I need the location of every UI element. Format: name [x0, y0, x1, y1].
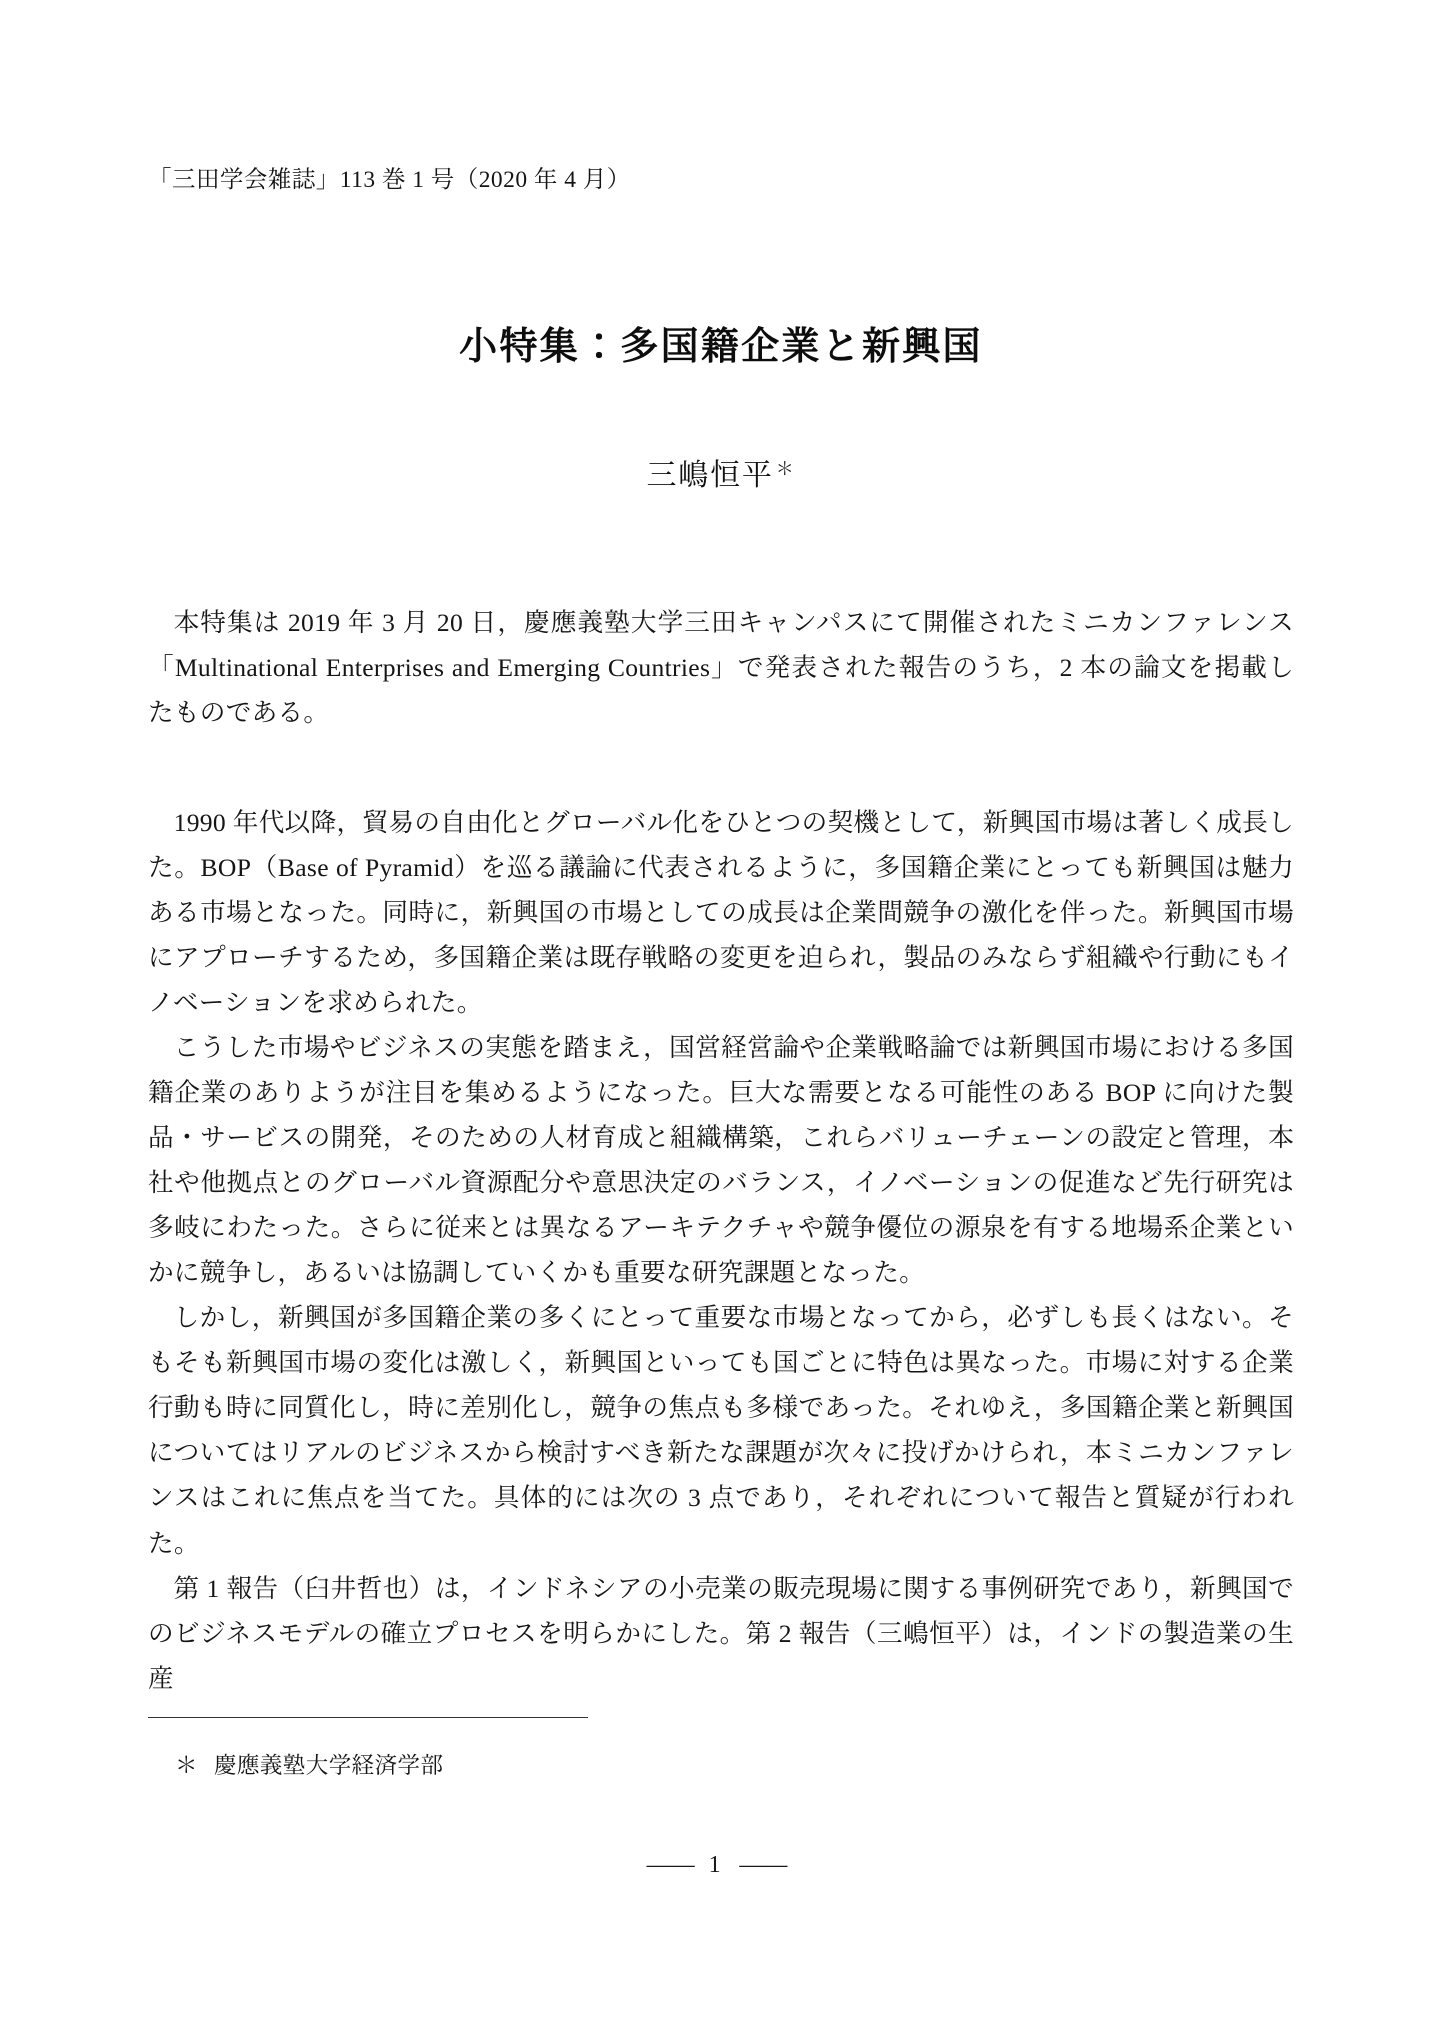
- footnote-divider: [148, 1717, 588, 1718]
- page-number-dash-left: ——: [646, 1852, 695, 1878]
- body-paragraph-4: 第 1 報告（臼井哲也）は，インドネシアの小売業の販売現場に関する事例研究であり，新興国でのビジネスモデルの確立プロセスを明らかにした。第 2 報告（三嶋恒平）は，インドの製造業の生産: [148, 1573, 1294, 1693]
- body-section: [148, 800, 1294, 1701]
- page-number-dash-right: ——: [739, 1852, 788, 1878]
- body-paragraph-1: 1990 年代以降，貿易の自由化とグローバル化をひとつの契機として，新興国市場は著しく成長した。BOP（Base of Pyramid）を巡る議論に代表されるように，多国籍企業にとっても新興国は魅力ある市場となった。同時に，新興国の市場としての成長は企業間競争の激化を伴った。新興国市場にアプローチするため，多国籍企業は既存戦略の変更を迫られ，製品のみならず組織や行動にもイノベーションを求められた。: [148, 808, 1294, 1018]
- body-paragraph-2: こうした市場やビジネスの実態を踏まえ，国営経営論や企業戦略論では新興国市場における多国籍企業のありようが注目を集めるようになった。巨大な需要となる可能性のある BOP に向けた製品・サービスの開発，そのための人材育成と組織構築，これらバリューチェーンの設定と管理，本社や他拠点とのグローバル資源配分や意思決定のバランス，イノベーションの促進など先行研究は多岐にわたった。さらに従来とは異なるアーキテクチャや競争優位の源泉を有する地場系企業といかに競争し，あるいは協調していくかも重要な研究課題となった。: [148, 1033, 1294, 1288]
- footnote: [175, 1748, 443, 1780]
- author-line: [148, 450, 1294, 494]
- abstract-paragraph: 本特集は 2019 年 3 月 20 日，慶應義塾大学三田キャンパスにて開催されたミニカンファレンス「Multinational Enterprises and Emerging Countries」で発表された報告のうち，2 本の論文を掲載したものである。: [148, 608, 1294, 728]
- footnote-text: 慶應義塾大学経済学部: [213, 1753, 444, 1778]
- page-number: [0, 1852, 1434, 1879]
- journal-header: 「三田学会雑誌」113 巻 1 号（2020 年 4 月）: [148, 167, 631, 193]
- body-paragraph-3: しかし，新興国が多国籍企業の多くにとって重要な市場となってから，必ずしも長くはない。そもそも新興国市場の変化は激しく，新興国といっても国ごとに特色は異なった。市場に対する企業行動も時に同質化し，時に差別化し，競争の焦点も多様であった。それゆえ，多国籍企業と新興国についてはリアルのビジネスから検討すべき新たな課題が次々に投げかけられ，本ミニカンファレンスはこれに焦点を当てた。具体的には次の 3 点であり，それぞれについて報告と質疑が行われた。: [148, 1303, 1294, 1558]
- footnote-mark: ＊: [175, 1753, 198, 1778]
- abstract-section: [148, 600, 1294, 735]
- author-footnote-mark: ＊: [775, 459, 796, 479]
- author-name: 三嶋恒平: [646, 459, 774, 492]
- page-title: 小特集：多国籍企業と新興国: [459, 326, 983, 369]
- page-number-value: 1: [708, 1852, 726, 1878]
